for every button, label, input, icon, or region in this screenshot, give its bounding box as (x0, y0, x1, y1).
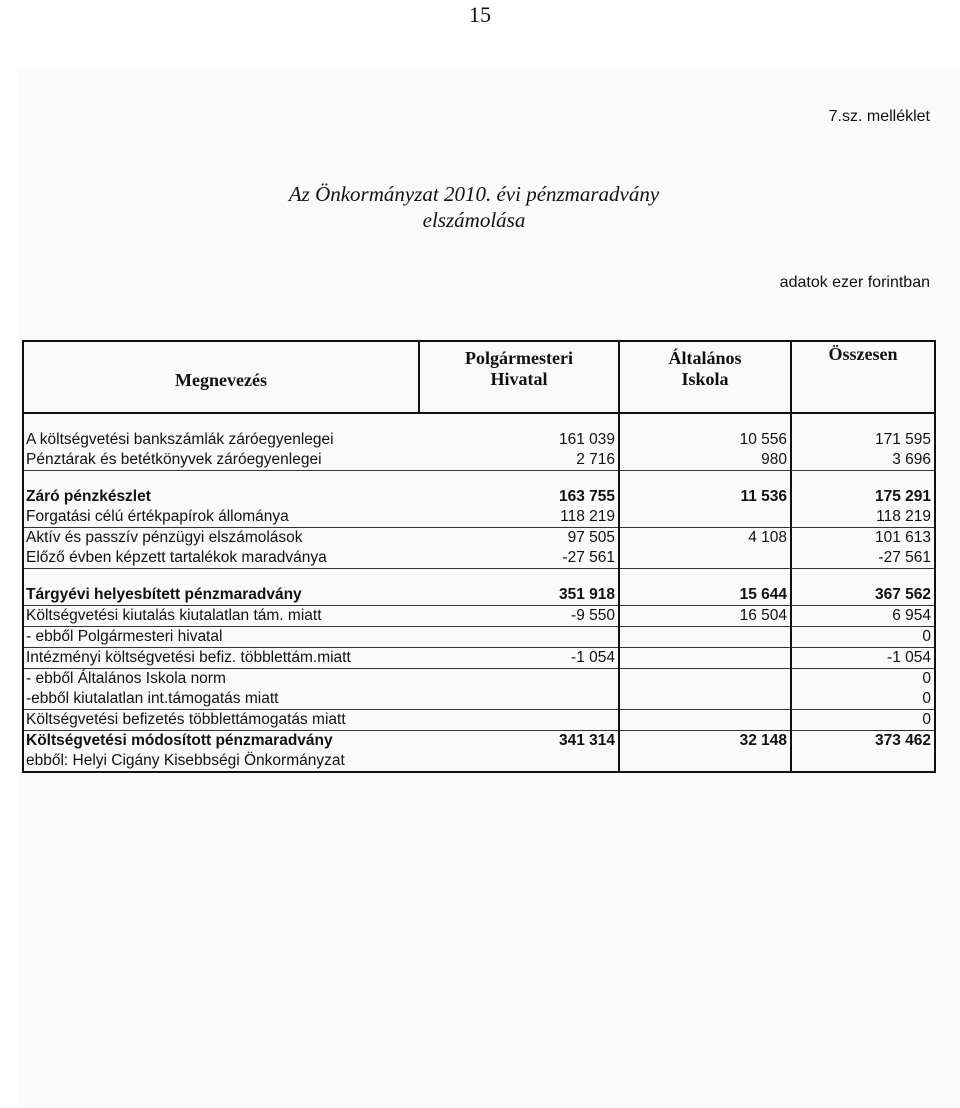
row-value-total: 6 954 (791, 606, 935, 627)
spacer-row (23, 413, 935, 430)
table-row (23, 648, 935, 669)
row-label: Költségvetési kiutalás kiutalatlan tám. miatt (23, 606, 419, 627)
row-value-school: 10 556 (619, 430, 791, 450)
row-value-mayor-office: -27 561 (419, 548, 619, 569)
row-value-school (619, 669, 791, 690)
units-note: adatok ezer forintban (779, 274, 930, 291)
header-total: Összesen (791, 341, 935, 413)
row-value-total: 367 562 (791, 585, 935, 606)
row-value-school (619, 627, 791, 648)
spacer-row (23, 471, 935, 488)
row-value-mayor-office: 351 918 (419, 585, 619, 606)
header-col2-line1: Általános (668, 348, 742, 368)
table-row (23, 731, 935, 752)
row-label: Intézményi költségvetési befiz. többlettám.miatt (23, 648, 419, 669)
row-value-school: 4 108 (619, 528, 791, 549)
row-value-mayor-office: -9 550 (419, 606, 619, 627)
row-label: Előző évben képzett tartalékok maradványa (23, 548, 419, 569)
header-name: Megnevezés (23, 341, 419, 413)
page-number: 15 (469, 2, 491, 27)
row-value-mayor-office: 97 505 (419, 528, 619, 549)
row-value-total: 175 291 (874, 488, 931, 505)
row-value-school (619, 648, 791, 669)
row-value-school: 32 148 (619, 731, 791, 752)
table-row (23, 507, 935, 528)
row-value-mayor-office: -1 054 (419, 648, 619, 669)
row-value-total (791, 751, 935, 772)
row-value-school (619, 710, 791, 731)
table-row (23, 585, 935, 606)
table-row (23, 689, 935, 710)
row-value-total: 101 613 (874, 529, 931, 546)
row-label: Forgatási célú értékpapírok állománya (23, 507, 419, 528)
row-label: A költségvetési bankszámlák záróegyenlegei (26, 431, 334, 448)
row-label: Pénztárak és betétkönyvek záróegyenlegei (23, 450, 419, 471)
table-row (23, 548, 935, 569)
header-col2-line2: Iskola (681, 369, 729, 389)
table-row (23, 751, 935, 772)
row-value-mayor-office (419, 710, 619, 731)
row-value-school: 16 504 (619, 606, 791, 627)
table-row (23, 487, 935, 507)
header-school (619, 341, 791, 413)
row-label: Költségvetési befizetés többlettámogatás miatt (23, 710, 419, 731)
table-row (23, 669, 935, 690)
row-value-total: -1 054 (791, 648, 935, 669)
row-value-mayor-office (419, 689, 619, 710)
annex-label: 7.sz. melléklet (828, 108, 930, 125)
table-row (23, 606, 935, 627)
row-label: -ebből kiutalatlan int.támogatás miatt (23, 689, 419, 710)
row-label: ebből: Helyi Cigány Kisebbségi Önkormányzat (26, 752, 345, 769)
row-value-school: 11 536 (619, 487, 791, 507)
row-value-total: 0 (791, 627, 935, 648)
row-value-total: -27 561 (791, 548, 935, 569)
header-mayor-office (419, 341, 619, 413)
row-value-mayor-office (419, 751, 619, 772)
row-value-mayor-office: 163 755 (419, 487, 619, 507)
table-row (23, 528, 935, 549)
table-row (23, 710, 935, 731)
row-value-total: 118 219 (791, 507, 935, 528)
row-value-total: 0 (791, 689, 935, 710)
row-value-school: 980 (619, 450, 791, 471)
row-label: - ebből Polgármesteri hivatal (23, 627, 419, 648)
row-value-mayor-office: 2 716 (419, 450, 619, 471)
row-value-mayor-office: 341 314 (419, 731, 619, 752)
row-label: Aktív és passzív pénzügyi elszámolások (26, 529, 303, 546)
row-value-total: 3 696 (791, 450, 935, 471)
row-label: Költségvetési módosított pénzmaradvány (26, 732, 333, 749)
row-value-mayor-office (419, 627, 619, 648)
table-header-row (23, 341, 935, 413)
row-value-mayor-office: 118 219 (419, 507, 619, 528)
table-row (23, 627, 935, 648)
row-value-mayor-office: 161 039 (419, 430, 619, 450)
row-label: Tárgyévi helyesbített pénzmaradvány (23, 585, 419, 606)
row-value-school (619, 548, 791, 569)
residual-table (22, 340, 936, 773)
row-value-total: 0 (791, 710, 935, 731)
document-title-line2: elszámolása (422, 208, 526, 232)
row-value-total: 373 462 (874, 732, 931, 749)
header-col1-line1: Polgármesteri (465, 348, 573, 368)
row-value-total: 0 (922, 670, 931, 687)
header-col1-line2: Hivatal (490, 369, 548, 389)
row-label: Záró pénzkészlet (26, 488, 151, 505)
row-value-school: 15 644 (619, 585, 791, 606)
table-row (23, 450, 935, 471)
row-value-school (619, 751, 791, 772)
table-row (23, 430, 935, 450)
row-value-school (619, 689, 791, 710)
row-value-mayor-office (419, 669, 619, 690)
document-title-line1: Az Önkormányzat 2010. évi pénzmaradvány (288, 182, 660, 206)
row-label: - ebből Általános Iskola norm (26, 670, 226, 687)
row-value-total: 171 595 (874, 431, 931, 448)
row-value-school (619, 507, 791, 528)
spacer-row (23, 569, 935, 586)
